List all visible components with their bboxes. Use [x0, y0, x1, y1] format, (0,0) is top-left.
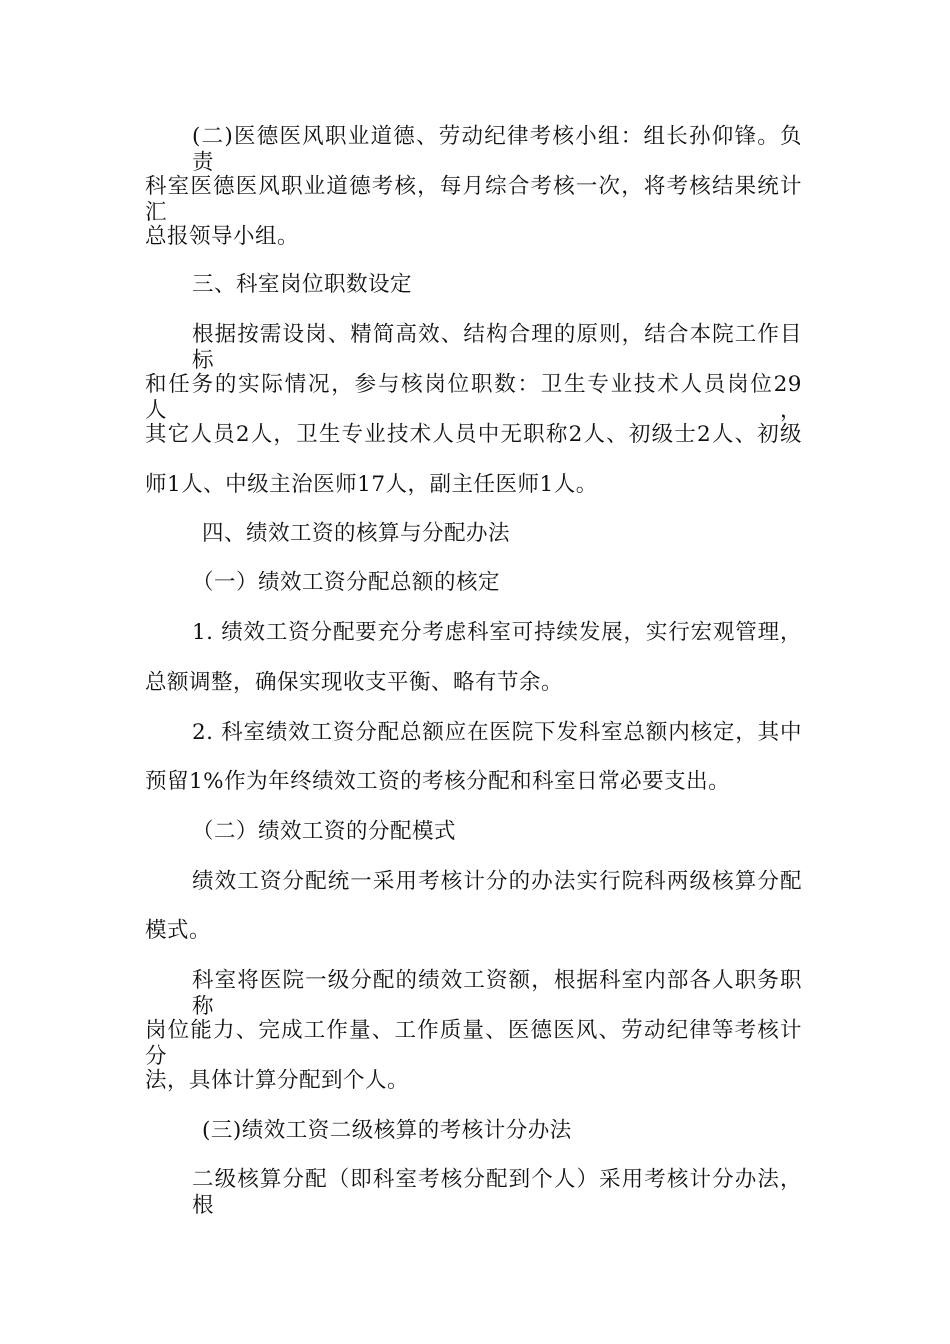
section-heading: 三、科室岗位职数设定 — [192, 272, 413, 297]
paragraph-line: 二级核算分配（即科室考核分配到个人）采用考核计分办法，根 — [192, 1167, 802, 1218]
paragraph-line: 法，具体计算分配到个人。 — [145, 1068, 410, 1093]
paragraph-line: 根据按需设岗、精简高效、结构合理的原则，结合本院工作目标 — [192, 322, 802, 373]
subsection-heading: （一）绩效工资分配总额的核定 — [192, 570, 501, 595]
paragraph-line: 岗位能力、完成工作量、工作质量、医德医风、劳动纪律等考核计分 — [145, 1018, 802, 1069]
paragraph-line: 科室将医院一级分配的绩效工资额，根据科室内部各人职务职称 — [192, 968, 802, 1019]
paragraph-line: 预留1%作为年终绩效工资的考核分配和科室日常必要支出。 — [145, 769, 731, 794]
section-heading: 四、绩效工资的核算与分配办法 — [202, 521, 511, 546]
paragraph-line: (二)医德医风职业道德、劳动纪律考核小组：组长孙仰锋。负责 — [192, 124, 802, 175]
paragraph-line: 和任务的实际情况，参与核岗位职数：卫生专业技术人员岗位29人， — [145, 372, 802, 423]
subsection-heading: (三)绩效工资二级核算的考核计分办法 — [202, 1118, 572, 1143]
subsection-heading: （二）绩效工资的分配模式 — [192, 819, 457, 844]
paragraph-line: 1. 绩效工资分配要充分考虑科室可持续发展，实行宏观管理， — [192, 620, 802, 645]
paragraph-line: 其它人员2人，卫生专业技术人员中无职称2人、初级士2人、初级 — [145, 422, 802, 447]
paragraph-line: 2. 科室绩效工资分配总额应在医院下发科室总额内核定，其中 — [192, 720, 802, 745]
paragraph-line: 绩效工资分配统一采用考核计分的办法实行院科两级核算分配 — [192, 869, 802, 894]
paragraph-line: 师1人、中级主治医师17人，副主任医师1人。 — [145, 472, 598, 497]
paragraph-line: 总额调整，确保实现收支平衡、略有节余。 — [145, 670, 564, 695]
paragraph-line: 总报领导小组。 — [145, 224, 300, 249]
paragraph-line: 模式。 — [145, 918, 212, 943]
paragraph-line: 科室医德医风职业道德考核，每月综合考核一次，将考核结果统计汇 — [145, 174, 802, 225]
